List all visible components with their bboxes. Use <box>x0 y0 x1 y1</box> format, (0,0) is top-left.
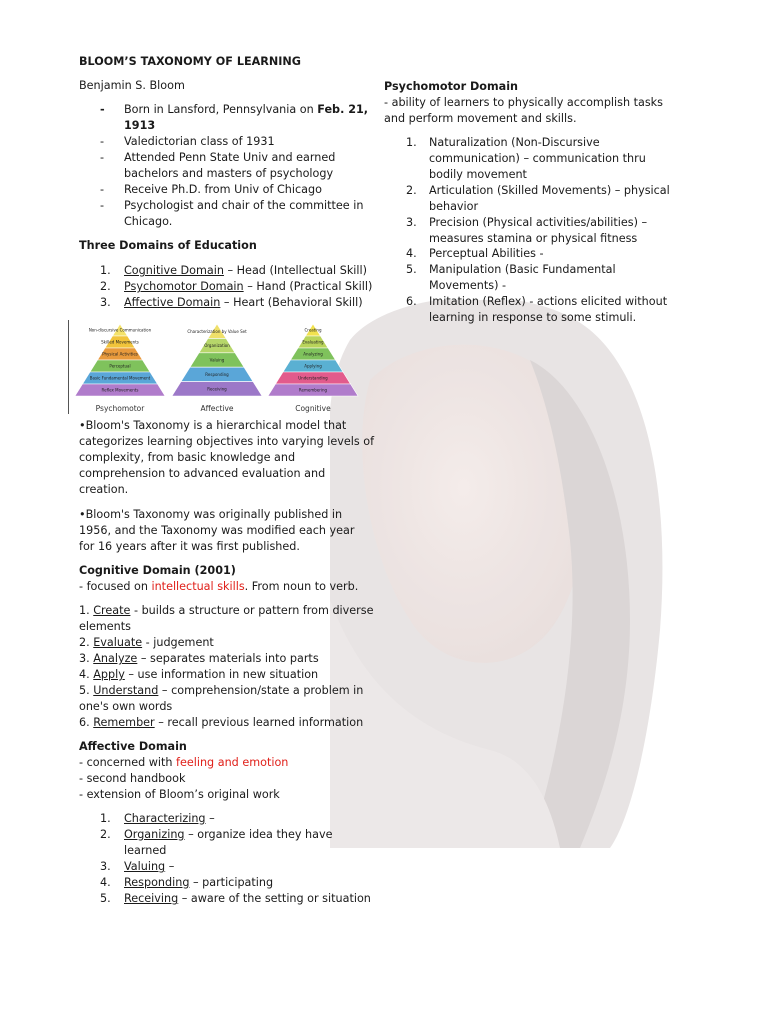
list-number: 4. <box>100 876 111 889</box>
list-number: 1. <box>406 136 417 149</box>
section-heading: Three Domains of Education <box>79 239 257 252</box>
list-item: Articulation (Skilled Movements) – physical <box>429 184 670 197</box>
level-description: – participating <box>189 876 274 889</box>
list-number: 5. <box>100 892 111 905</box>
list-number: 5. <box>79 684 94 697</box>
bullet-dash: - <box>100 135 105 148</box>
domain-description: – Heart (Behavioral Skill) <box>220 296 363 309</box>
list-number: 4. <box>406 247 417 260</box>
list-item <box>79 635 214 651</box>
level-description: – aware of the setting or situation <box>178 892 371 905</box>
pyramid-level-label: Physical Activities <box>102 351 138 357</box>
list-number: 3. <box>79 652 94 665</box>
pyramid-level-label: Valuing <box>209 357 225 363</box>
bio-continuation: Chicago. <box>124 215 173 228</box>
section-heading: Cognitive Domain (2001) <box>79 564 236 577</box>
level-name: Responding <box>124 876 190 889</box>
bullet-dash: - <box>100 151 105 164</box>
list-number: 2. <box>79 636 94 649</box>
list-item <box>124 875 273 891</box>
domain-name: Affective Domain <box>124 296 221 309</box>
list-item: Manipulation (Basic Fundamental <box>429 263 616 276</box>
domain-name: Psychomotor Domain <box>124 280 244 293</box>
list-item <box>124 859 174 875</box>
list-item: Valedictorian class of 1931 <box>124 135 275 148</box>
pyramid-caption: Psychomotor <box>95 404 145 413</box>
level-description: - builds a structure or pattern from diverse <box>130 604 374 617</box>
list-item <box>124 827 332 843</box>
text-line: creation. <box>79 483 129 496</box>
text-line: •Bloom's Taxonomy is a hierarchical model that <box>79 419 347 432</box>
level-name: Characterizing <box>124 812 206 825</box>
text-line: - extension of Bloom’s original work <box>79 788 280 801</box>
pyramid-level-label: Non-discursive Communication <box>88 327 152 333</box>
list-item <box>124 811 215 827</box>
domain-description: – Hand (Practical Skill) <box>243 280 373 293</box>
section-heading: Psychomotor Domain <box>384 80 519 93</box>
list-item <box>79 667 318 683</box>
level-name: Create <box>93 604 131 617</box>
list-continuation: learned <box>124 844 167 857</box>
list-number: 1. <box>100 264 111 277</box>
text-span: - focused on <box>79 580 152 593</box>
list-number: 2. <box>100 828 111 841</box>
text-line: and perform movement and skills. <box>384 112 577 125</box>
document-title: BLOOM’S TAXONOMY OF LEARNING <box>79 55 301 68</box>
list-item: Psychologist and chair of the committee in <box>124 199 364 212</box>
list-continuation: bodily movement <box>429 168 527 181</box>
list-item <box>124 102 368 118</box>
text-span: - concerned with <box>79 756 177 769</box>
level-name: Understand <box>93 684 159 697</box>
bullet-dash: - <box>100 103 105 116</box>
list-number: 3. <box>100 296 111 309</box>
background-portrait-image <box>330 300 678 848</box>
pyramid-level-label: Organization <box>204 343 230 349</box>
list-item <box>124 263 367 279</box>
list-item <box>79 715 363 731</box>
list-continuation: elements <box>79 620 131 633</box>
pyramid-level-label: Applying <box>304 363 322 369</box>
pyramid-level-label: Skilled Movements <box>101 339 139 345</box>
pyramid-level-label: Receiving <box>207 386 227 392</box>
level-name: Valuing <box>124 860 166 873</box>
pyramid-level-label: Evaluating <box>302 339 324 345</box>
domain-description: – Head (Intellectual Skill) <box>223 264 367 277</box>
bullet-dash: - <box>100 183 105 196</box>
level-description: - judgement <box>142 636 214 649</box>
pyramid-level-label: Basic Fundamental Movement <box>89 375 151 381</box>
level-description: – separates materials into parts <box>137 652 319 665</box>
list-continuation: communication) – communication thru <box>429 152 646 165</box>
list-item <box>124 279 372 295</box>
level-description: – comprehension/state a problem in <box>158 684 364 697</box>
pyramid-level-label: Analyzing <box>303 351 323 357</box>
level-description: – <box>165 860 175 873</box>
list-number: 4. <box>79 668 94 681</box>
text-line: categorizes learning objectives into varying levels of <box>79 435 375 448</box>
pyramid-level-label: Creating <box>304 327 322 333</box>
list-number: 2. <box>406 184 417 197</box>
affective-intro <box>79 755 288 771</box>
bio-bold-text: Feb. 21, <box>317 103 369 116</box>
level-description: – <box>205 812 215 825</box>
text-line: 1956, and the Taxonomy was modified each year <box>79 524 355 537</box>
level-name: Receiving <box>124 892 179 905</box>
bullet-dash: - <box>100 199 105 212</box>
text-line: for 16 years after it was first published. <box>79 540 300 553</box>
list-number: 6. <box>79 716 94 729</box>
list-continuation: one's own words <box>79 700 173 713</box>
list-continuation: measures stamina or physical fitness <box>429 232 638 245</box>
pyramid-level-label: Perceptual <box>109 363 131 369</box>
list-item: Imitation (Reflex) - actions elicited without <box>429 295 668 308</box>
list-number: 6. <box>406 295 417 308</box>
list-continuation: Movements) - <box>429 279 507 292</box>
section-heading: Affective Domain <box>79 740 187 753</box>
bio-continuation: bachelors and masters of psychology <box>124 167 334 180</box>
list-item <box>124 295 363 311</box>
pyramid-level-label: Reflex Movements <box>101 387 139 393</box>
list-continuation: learning in response to some stimuli. <box>429 311 637 324</box>
text-line: - second handbook <box>79 772 186 785</box>
cognitive-intro <box>79 579 358 595</box>
pyramid-caption: Cognitive <box>295 404 331 413</box>
level-name: Remember <box>93 716 155 729</box>
level-name: Organizing <box>124 828 185 841</box>
level-description: – use information in new situation <box>124 668 319 681</box>
domain-name: Cognitive Domain <box>124 264 224 277</box>
text-line: - ability of learners to physically accomplish tasks <box>384 96 663 109</box>
list-item <box>79 651 319 667</box>
text-span: . From noun to verb. <box>244 580 359 593</box>
pyramid-level-label: Responding <box>205 372 229 377</box>
pyramid-level-label: Understanding <box>298 375 328 381</box>
taxonomy-pyramids-figure <box>70 318 360 416</box>
list-item <box>79 683 363 699</box>
list-item: Perceptual Abilities - <box>429 247 544 260</box>
pyramid-level-label: Characterization by Value Set <box>187 328 247 334</box>
highlight-text: intellectual skills <box>151 580 245 593</box>
list-item: Precision (Physical activities/abilities) – <box>429 216 648 229</box>
level-name: Evaluate <box>93 636 143 649</box>
bio-continuation: 1913 <box>124 119 156 132</box>
list-number: 1. <box>79 604 94 617</box>
list-item: Receive Ph.D. from Univ of Chicago <box>124 183 322 196</box>
text-line: comprehension to advanced evaluation and <box>79 467 326 480</box>
list-number: 1. <box>100 812 111 825</box>
level-description: – recall previous learned information <box>154 716 364 729</box>
figure-border <box>68 320 69 414</box>
list-item <box>124 891 371 907</box>
pyramid-psychomotor <box>75 324 165 413</box>
bio-text: Born in Lansford, Pennsylvania on <box>124 103 318 116</box>
level-name: Analyze <box>93 652 138 665</box>
list-item <box>79 603 373 619</box>
level-description: – organize idea they have <box>184 828 333 841</box>
list-item: Naturalization (Non-Discursive <box>429 136 600 149</box>
pyramid-caption: Affective <box>200 404 234 413</box>
author-name: Benjamin S. Bloom <box>79 79 185 92</box>
list-item: Attended Penn State Univ and earned <box>124 151 336 164</box>
list-number: 3. <box>100 860 111 873</box>
list-number: 2. <box>100 280 111 293</box>
list-number: 3. <box>406 216 417 229</box>
list-number: 5. <box>406 263 417 276</box>
portrait-illustration <box>330 300 678 848</box>
pyramid-level-label: Remembering <box>298 387 328 393</box>
text-line: complexity, from basic knowledge and <box>79 451 296 464</box>
highlight-text: feeling and emotion <box>176 756 289 769</box>
list-continuation: behavior <box>429 200 479 213</box>
text-line: •Bloom's Taxonomy was originally published in <box>79 508 343 521</box>
pyramid-affective <box>172 324 262 413</box>
level-name: Apply <box>93 668 125 681</box>
pyramid-cognitive <box>268 324 358 413</box>
